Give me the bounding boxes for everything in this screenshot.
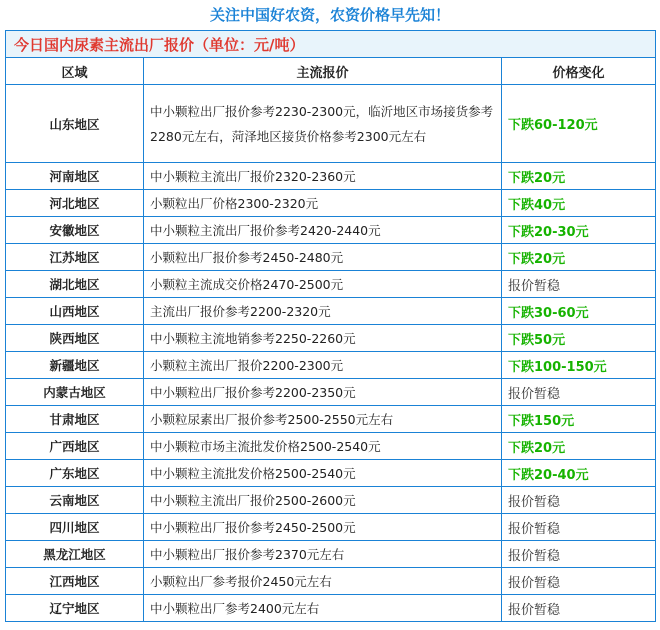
price-cell: 中小颗粒主流地销参考2250-2260元 <box>144 325 502 352</box>
table-row <box>6 271 656 298</box>
price-cell: 中小颗粒出厂报价参考2450-2500元 <box>144 514 502 541</box>
region-cell: 山西地区 <box>6 298 144 325</box>
price-cell: 小颗粒出厂报价参考2450-2480元 <box>144 244 502 271</box>
price-change-cell: 下跌20-30元 <box>502 217 656 244</box>
region-cell: 黑龙江地区 <box>6 541 144 568</box>
table-row <box>6 217 656 244</box>
price-change-cell: 下跌150元 <box>502 406 656 433</box>
column-header-region: 区域 <box>6 58 144 85</box>
price-cell: 中小颗粒主流出厂报价参考2420-2440元 <box>144 217 502 244</box>
table-row <box>6 541 656 568</box>
region-cell: 陕西地区 <box>6 325 144 352</box>
table-row <box>6 85 656 163</box>
table-row <box>6 595 656 622</box>
price-cell: 主流出厂报价参考2200-2320元 <box>144 298 502 325</box>
region-cell: 河南地区 <box>6 163 144 190</box>
region-cell: 江西地区 <box>6 568 144 595</box>
table-row <box>6 514 656 541</box>
region-cell: 四川地区 <box>6 514 144 541</box>
table-row <box>6 406 656 433</box>
promo-banner: 关注中国好农资，农资价格早先知！ <box>209 6 450 24</box>
region-cell: 湖北地区 <box>6 271 144 298</box>
price-cell: 中小颗粒市场主流批发价格2500-2540元 <box>144 433 502 460</box>
price-cell: 小颗粒主流出厂报价2200-2300元 <box>144 352 502 379</box>
table-row <box>6 244 656 271</box>
table-row <box>6 163 656 190</box>
price-cell: 中小颗粒主流批发价格2500-2540元 <box>144 460 502 487</box>
price-cell: 中小颗粒主流出厂报价2500-2600元 <box>144 487 502 514</box>
price-cell: 中小颗粒出厂报价参考2200-2350元 <box>144 379 502 406</box>
region-cell: 广西地区 <box>6 433 144 460</box>
price-change-cell: 下跌20元 <box>502 244 656 271</box>
region-cell: 新疆地区 <box>6 352 144 379</box>
region-cell: 云南地区 <box>6 487 144 514</box>
column-header-price: 主流报价 <box>144 58 502 85</box>
table-row <box>6 325 656 352</box>
region-cell: 辽宁地区 <box>6 595 144 622</box>
region-cell: 内蒙古地区 <box>6 379 144 406</box>
price-change-cell: 下跌100-150元 <box>502 352 656 379</box>
price-change-cell: 报价暂稳 <box>502 568 656 595</box>
price-change-cell: 下跌50元 <box>502 325 656 352</box>
price-change-cell: 下跌20元 <box>502 433 656 460</box>
price-change-cell: 下跌40元 <box>502 190 656 217</box>
price-change-cell: 报价暂稳 <box>502 487 656 514</box>
price-cell: 中小颗粒出厂参考2400元左右 <box>144 595 502 622</box>
region-cell: 河北地区 <box>6 190 144 217</box>
table-row <box>6 433 656 460</box>
urea-price-table <box>5 30 656 622</box>
table-row <box>6 379 656 406</box>
price-change-cell: 报价暂稳 <box>502 514 656 541</box>
price-change-cell: 报价暂稳 <box>502 595 656 622</box>
price-cell: 小颗粒尿素出厂报价参考2500-2550元左右 <box>144 406 502 433</box>
region-cell: 广东地区 <box>6 460 144 487</box>
price-cell: 中小颗粒出厂报价参考2230-2300元，临沂地区市场接货参考2280元左右，菏泽地区接货价格参考2300元左右 <box>144 85 502 163</box>
price-cell: 小颗粒主流成交价格2470-2500元 <box>144 271 502 298</box>
price-cell: 中小颗粒主流出厂报价2320-2360元 <box>144 163 502 190</box>
table-row <box>6 298 656 325</box>
price-change-cell: 报价暂稳 <box>502 379 656 406</box>
column-header-change: 价格变化 <box>502 58 656 85</box>
table-row <box>6 568 656 595</box>
table-row <box>6 487 656 514</box>
price-change-cell: 下跌30-60元 <box>502 298 656 325</box>
region-cell: 山东地区 <box>6 85 144 163</box>
table-row <box>6 460 656 487</box>
price-change-cell: 下跌20元 <box>502 163 656 190</box>
table-row <box>6 352 656 379</box>
price-change-cell: 报价暂稳 <box>502 541 656 568</box>
region-cell: 甘肃地区 <box>6 406 144 433</box>
table-row <box>6 190 656 217</box>
price-change-cell: 下跌60-120元 <box>502 85 656 163</box>
region-cell: 江苏地区 <box>6 244 144 271</box>
price-change-cell: 下跌20-40元 <box>502 460 656 487</box>
price-change-cell: 报价暂稳 <box>502 271 656 298</box>
region-cell: 安徽地区 <box>6 217 144 244</box>
table-title: 今日国内尿素主流出厂报价（单位：元/吨） <box>6 31 656 58</box>
price-cell: 小颗粒出厂参考报价2450元左右 <box>144 568 502 595</box>
price-cell: 中小颗粒出厂报价参考2370元左右 <box>144 541 502 568</box>
price-cell: 小颗粒出厂价格2300-2320元 <box>144 190 502 217</box>
